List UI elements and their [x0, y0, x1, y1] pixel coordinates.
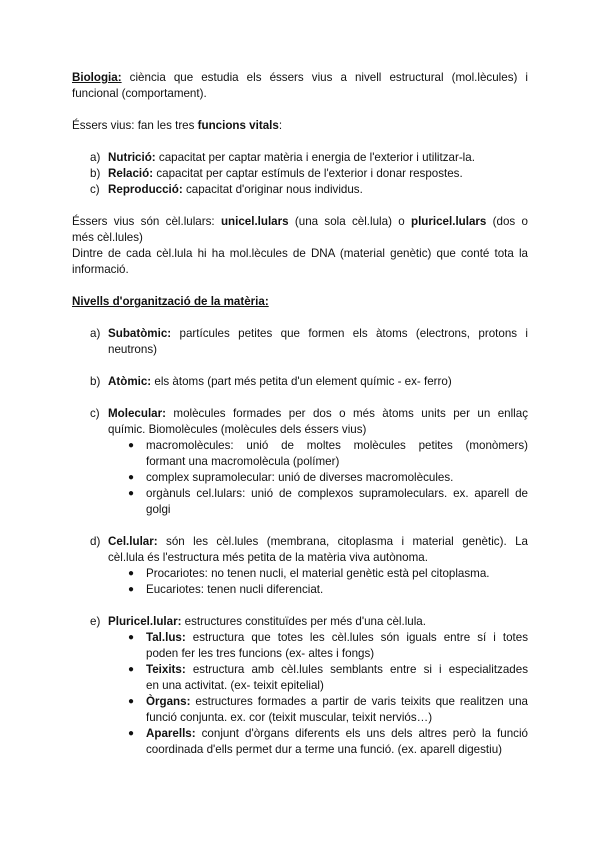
level-text: molècules formades per dos o més àtoms units per un enllaç	[165, 407, 528, 420]
bullet-item	[128, 630, 528, 662]
bullet-item	[128, 726, 528, 758]
bullet-text: estructures formades a partir de varis teixits que realitzen una	[190, 695, 528, 708]
bullet-line	[146, 710, 528, 726]
bullet-term: Tal.lus:	[146, 631, 186, 644]
bullet-icon: ●	[128, 728, 135, 739]
cells-line4: informació.	[72, 263, 129, 276]
bullet-item	[128, 438, 528, 470]
level-term: Pluricel.lular:	[108, 615, 182, 628]
biology-definition-line1	[72, 70, 528, 86]
bullet-item	[128, 566, 528, 582]
bullet-line	[146, 726, 528, 742]
vital-functions-list	[72, 150, 528, 198]
bullet-text: Eucariotes: tenen nucli diferenciat.	[146, 583, 324, 596]
bullet-line	[146, 662, 528, 678]
bullet-item	[128, 486, 528, 518]
bullet-text: Procariotes: no tenen nucli, el material genètic està pel citoplasma.	[146, 567, 490, 580]
bullet-line	[146, 502, 528, 518]
bullet-icon: ●	[128, 568, 135, 579]
bullet-term: Òrgans:	[146, 695, 191, 708]
level-line	[108, 422, 528, 438]
biology-definition-line2: funcional (comportament).	[72, 87, 207, 100]
levels-heading: Nivells d'organització de la matèria:	[72, 295, 269, 308]
bullet-line	[146, 678, 528, 694]
level-item	[72, 326, 528, 358]
level-line	[108, 342, 528, 358]
vitals-pre: Éssers vius: fan les tres	[72, 119, 198, 132]
level-text: són les cèl.lules (membrana, citoplasma i material genètic). La	[157, 535, 528, 548]
bullet-text: estructura amb cèl.lules semblants entre si i especialitzades	[185, 663, 528, 676]
bullet-text: complex supramolecular: unió de diverses macromolècules.	[146, 471, 454, 484]
bullet-text: macromolècules: unió de moltes molècules petites (monòmers)	[146, 439, 528, 452]
level-label: a)	[90, 327, 101, 340]
cells-line3: Dintre de cada cèl.lula hi ha mol.lècules de DNA (material genètic) que conté tota la	[72, 247, 528, 260]
bullet-line	[146, 454, 528, 470]
bullet-line	[146, 566, 528, 582]
bullet-line	[146, 646, 528, 662]
function-term: Relació:	[108, 167, 154, 180]
bullet-line	[146, 694, 528, 710]
level-label: d)	[90, 535, 101, 548]
level-line	[108, 406, 528, 422]
level-text: estructures constituïdes per més d'una cèl.lula.	[181, 615, 426, 628]
function-text: capacitat d'originar nous individus.	[182, 183, 363, 196]
bullet-text: coordinada d'ells permet dur a terme una funció. (ex. aparell digestiu)	[146, 743, 503, 756]
function-label: c)	[90, 183, 100, 196]
bullet-text: formant una macromolècula (polímer)	[146, 455, 340, 468]
level-term: Atòmic:	[108, 375, 152, 388]
function-label: b)	[90, 167, 101, 180]
level-text: els àtoms (part més petita d'un element químic - ex- ferro)	[151, 375, 452, 388]
level-text: cèl.lula és l'estructura més petita de la matèria viva autònoma.	[108, 551, 428, 564]
cells-pre: Éssers vius són cèl.lulars:	[72, 215, 221, 228]
function-term: Nutrició:	[108, 151, 156, 164]
level-bullets	[108, 438, 528, 518]
bullet-line	[146, 582, 528, 598]
levels-list	[72, 326, 528, 758]
bullet-icon: ●	[128, 488, 135, 499]
function-term: Reproducció:	[108, 183, 183, 196]
level-bullets	[108, 630, 528, 758]
bullet-icon: ●	[128, 472, 135, 483]
level-item	[72, 374, 528, 390]
vitals-post: :	[278, 119, 283, 132]
function-item	[72, 166, 528, 182]
bullet-item	[128, 470, 528, 486]
bullet-term: Aparells:	[146, 727, 196, 740]
cells-mid: (una sola cèl.lula) o	[288, 215, 411, 228]
bullet-item	[128, 582, 528, 598]
level-label: b)	[90, 375, 101, 388]
level-line	[108, 614, 528, 630]
biology-term: Biologia:	[72, 71, 122, 84]
bullet-icon: ●	[128, 632, 135, 643]
bullet-line	[146, 470, 528, 486]
bullet-line	[146, 438, 528, 454]
bullet-text: golgi	[146, 503, 171, 516]
level-term: Subatòmic:	[108, 327, 172, 340]
bullet-text: conjunt d'òrgans diferents els uns dels altres però la funció	[195, 727, 528, 740]
level-text: partícules petites que formen els àtoms (electrons, protons i	[171, 327, 528, 340]
bullet-text: en una activitat. (ex- teixit epitelial)	[146, 679, 324, 692]
bullet-icon: ●	[128, 440, 135, 451]
level-term: Molecular:	[108, 407, 166, 420]
level-text: neutrons)	[108, 343, 157, 356]
level-line	[108, 550, 528, 566]
bullet-text: funció conjunta. ex. cor (teixit muscular, teixit nerviós…)	[146, 711, 433, 724]
level-term: Cel.lular:	[108, 535, 158, 548]
level-text: químic. Biomolècules (molècules dels éssers vius)	[108, 423, 367, 436]
bullet-text: poden fer les tres funcions (ex- altes i fongs)	[146, 647, 375, 660]
function-item	[72, 150, 528, 166]
level-line	[108, 534, 528, 550]
vital-functions-intro	[72, 118, 528, 134]
vitals-bold: funcions vitals	[197, 119, 279, 132]
bullet-item	[128, 694, 528, 726]
cells-line1	[72, 214, 528, 230]
bullet-term: Teixits:	[146, 663, 186, 676]
function-label: a)	[90, 151, 101, 164]
level-item	[72, 614, 528, 758]
pluricellular-term: pluricel.lulars	[410, 215, 487, 228]
bullet-line	[146, 742, 528, 758]
function-item	[72, 182, 528, 198]
bullet-icon: ●	[128, 584, 135, 595]
level-item	[72, 534, 528, 598]
bullet-text: estructura que totes les cèl.lules són iguals entre sí i totes	[185, 631, 528, 644]
bullet-item	[128, 662, 528, 694]
level-line	[108, 326, 528, 342]
bullet-line	[146, 486, 528, 502]
cells-line2: més cèl.lules)	[72, 231, 143, 244]
bullet-text: orgànuls cel.lulars: unió de complexos supramoleculars. ex. aparell de	[146, 487, 528, 500]
bullet-icon: ●	[128, 696, 135, 707]
level-label: e)	[90, 615, 101, 628]
bullet-icon: ●	[128, 664, 135, 675]
function-text: capacitat per captar estímuls de l'exterior i donar respostes.	[153, 167, 463, 180]
level-item	[72, 406, 528, 518]
cells-post: (dos o	[486, 215, 528, 228]
function-text: capacitat per captar matèria i energia de l'exterior i utilitzar-la.	[155, 151, 475, 164]
level-label: c)	[90, 407, 100, 420]
level-bullets	[108, 566, 528, 598]
unicellular-term: unicel.lulars	[220, 215, 289, 228]
biology-definition-text: ciència que estudia els éssers vius a nivell estructural (mol.lècules) i	[129, 71, 528, 84]
bullet-line	[146, 630, 528, 646]
level-line	[108, 374, 528, 390]
